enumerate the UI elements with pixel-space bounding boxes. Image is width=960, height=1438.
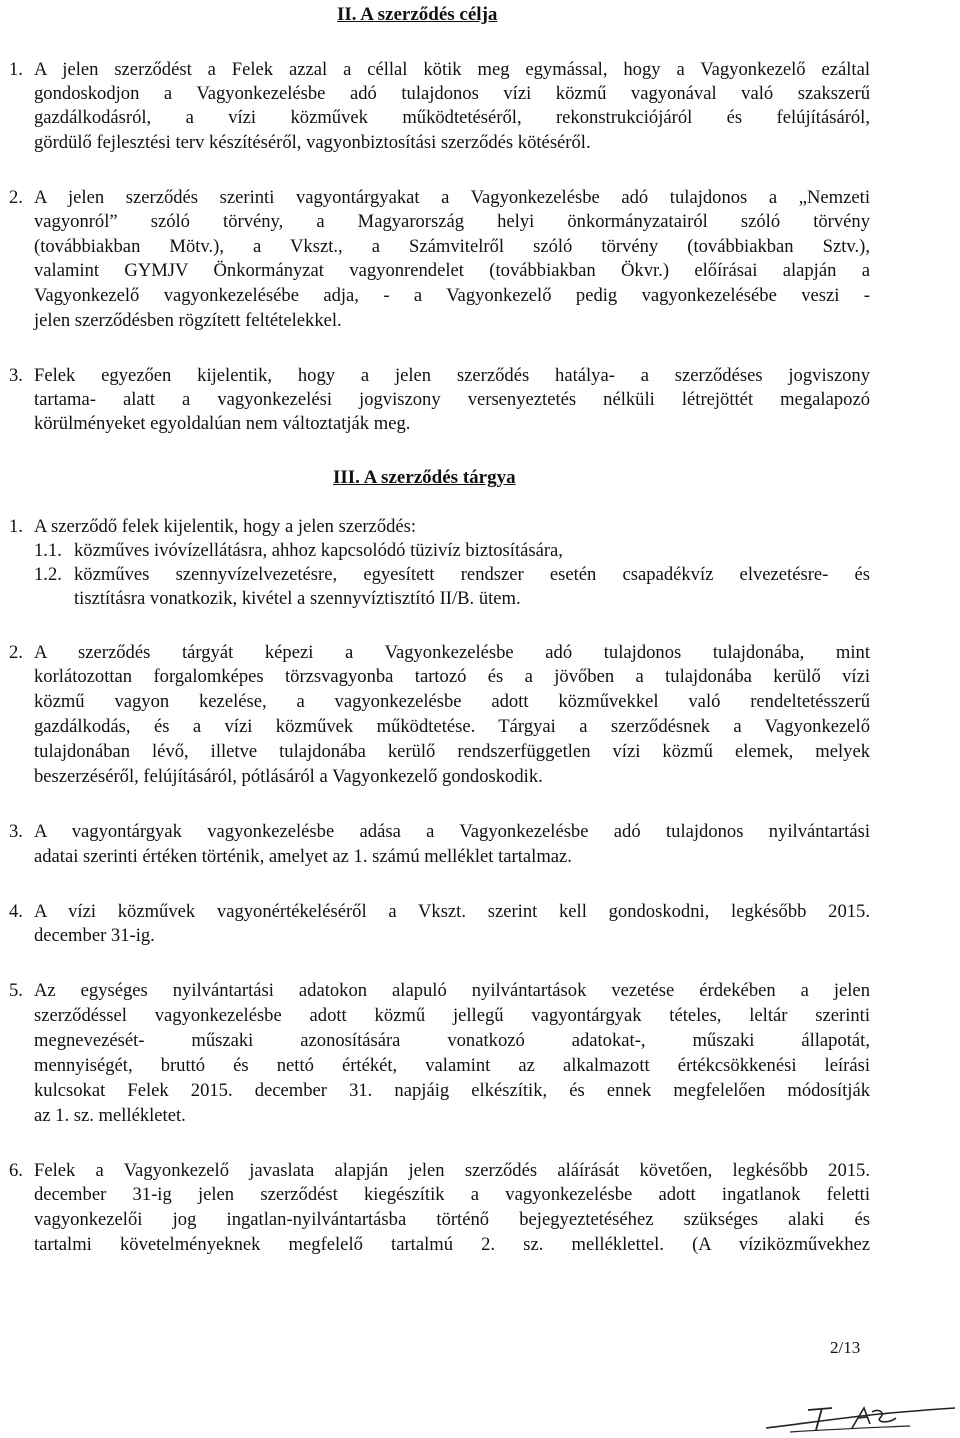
- text-line: tartama- alatt a vagyonkezelési jogviszony versenyeztetés nélküli létrejöttét megalapozó: [34, 389, 870, 410]
- text-line: korlátozottan forgalomképes törzsvagyonba tartozó és a jövőben a tulajdonába kerülő vízi: [34, 666, 870, 687]
- text-line: mennyiségét, bruttó és nettó értékét, valamint az alkalmazott értékcsökkenési leírási: [34, 1055, 870, 1076]
- text-line: szerződéssel vagyonkezelésbe adott közmű jellegű vagyontárgyak tételes, leltár szerinti: [34, 1005, 870, 1026]
- text-line: A szerződő felek kijelentik, hogy a jelen szerződés:: [34, 516, 417, 537]
- text-line: tulajdonában lévő, illetve tulajdonába kerülő rendszerfüggetlen vízi közmű elemek, melyek: [34, 741, 870, 762]
- paragraph-number: 6.: [9, 1160, 23, 1181]
- signature-mark: [760, 1388, 960, 1438]
- text-line: Az egységes nyilvántartási adatokon alapuló nyilvántartások vezetése érdekében a jelen: [34, 980, 870, 1001]
- page-number: 2/13: [830, 1338, 861, 1357]
- text-line: Vagyonkezelő vagyonkezelésébe adja, - a Vagyonkezelő pedig vagyonkezelésébe veszi -: [34, 285, 870, 306]
- subitem-number: 1.2.: [34, 564, 62, 585]
- text-line: gazdálkodás, és a vízi közművek működtetése. Tárgyai a szerződésnek a Vagyonkezelő: [34, 716, 870, 737]
- text-line: vagyonkezelői jog ingatlan-nyilvántartásba történő bejegyeztetéséhez szükséges alaki és: [34, 1209, 870, 1230]
- text-line: A vagyontárgyak vagyonkezelésbe adása a Vagyonkezelésbe adó tulajdonos nyilvántartási: [34, 821, 870, 842]
- paragraph-number: 2.: [9, 187, 23, 208]
- paragraph-number: 1.: [9, 59, 23, 80]
- text-line: gondoskodjon a Vagyonkezelésbe adó tulajdonos vízi közmű vagyonával való szakszerű: [34, 83, 870, 104]
- text-line: jelen szerződésben rögzített feltételekkel.: [34, 310, 342, 331]
- text-line: közműves ivóvízellátásra, ahhoz kapcsolódó tüzivíz biztosítására,: [74, 540, 563, 561]
- paragraph-number: 3.: [9, 365, 23, 386]
- text-line: gördülő fejlesztési terv készítéséről, vagyonbiztosítási szerződés kötéséről.: [34, 132, 591, 153]
- text-line: adatai szerinti értéken történik, amelyet az 1. számú melléklet tartalmaz.: [34, 846, 572, 867]
- text-line: A jelen szerződés szerinti vagyontárgyakat a Vagyonkezelésbe adó tulajdonos a „Nemzeti: [34, 187, 870, 208]
- subitem-number: 1.1.: [34, 540, 62, 561]
- paragraph-number: 2.: [9, 642, 23, 663]
- paragraph-number: 4.: [9, 901, 23, 922]
- text-line: megnevezését- műszaki azonosítására vonatkozó adatokat-, műszaki állapotát,: [34, 1030, 870, 1051]
- text-line: tartalmi követelményeknek megfelelő tartalmú 2. sz. melléklettel. (A víziközművekhez: [34, 1234, 870, 1255]
- text-line: december 31-ig.: [34, 925, 155, 946]
- text-line: beszerzéséről, felújításáról, pótlásáról a Vagyonkezelő gondoskodik.: [34, 766, 543, 787]
- paragraph-number: 3.: [9, 821, 23, 842]
- text-line: A jelen szerződést a Felek azzal a céllal kötik meg egymással, hogy a Vagyonkezelő ezáltal: [34, 59, 870, 80]
- section-heading-2: II. A szerződés célja: [337, 4, 498, 25]
- paragraph-number: 1.: [9, 516, 23, 537]
- text-line: gazdálkodásról, a vízi közművek működtetéséről, rekonstrukciójáról és felújításáról,: [34, 107, 870, 128]
- text-line: Felek egyezően kijelentik, hogy a jelen szerződés hatálya- a szerződéses jogviszony: [34, 365, 870, 386]
- text-line: körülményeket egyoldalúan nem változtatják meg.: [34, 413, 411, 434]
- text-line: vagyonról” szóló törvény, a Magyarország helyi önkormányzatairól szóló törvény: [34, 211, 870, 232]
- text-line: A vízi közművek vagyonértékeléséről a Vkszt. szerint kell gondoskodni, legkésőbb 2015.: [34, 901, 870, 922]
- text-line: az 1. sz. mellékletet.: [34, 1105, 186, 1126]
- text-line: A szerződés tárgyát képezi a Vagyonkezelésbe adó tulajdonos tulajdonába, mint: [34, 642, 870, 663]
- text-line: Felek a Vagyonkezelő javaslata alapján jelen szerződés aláírását követően, legkésőbb 2015.: [34, 1160, 870, 1181]
- text-line: (továbbiakban Mötv.), a Vkszt., a Számvitelről szóló törvény (továbbiakban Sztv.),: [34, 236, 870, 257]
- text-line: tisztításra vonatkozik, kivétel a szennyvíztisztító II/B. ütem.: [74, 588, 521, 609]
- paragraph-number: 5.: [9, 980, 23, 1001]
- text-line: közmű vagyon kezelése, a vagyonkezelésbe adott közművekkel való rendeltetésszerű: [34, 691, 870, 712]
- text-line: közműves szennyvízelvezetésre, egyesített rendszer esetén csapadékvíz elvezetésre- és: [74, 564, 870, 585]
- section-heading-3: III. A szerződés tárgya: [333, 467, 516, 488]
- text-line: valamint GYMJV Önkormányzat vagyonrendelet (továbbiakban Ökvr.) előírásai alapján a: [34, 260, 870, 281]
- text-line: december 31-ig jelen szerződést kiegészítik a vagyonkezelésbe adott ingatlanok feletti: [34, 1184, 870, 1205]
- text-line: kulcsokat Felek 2015. december 31. napjáig elkészítik, és ennek megfelelően módosítják: [34, 1080, 870, 1101]
